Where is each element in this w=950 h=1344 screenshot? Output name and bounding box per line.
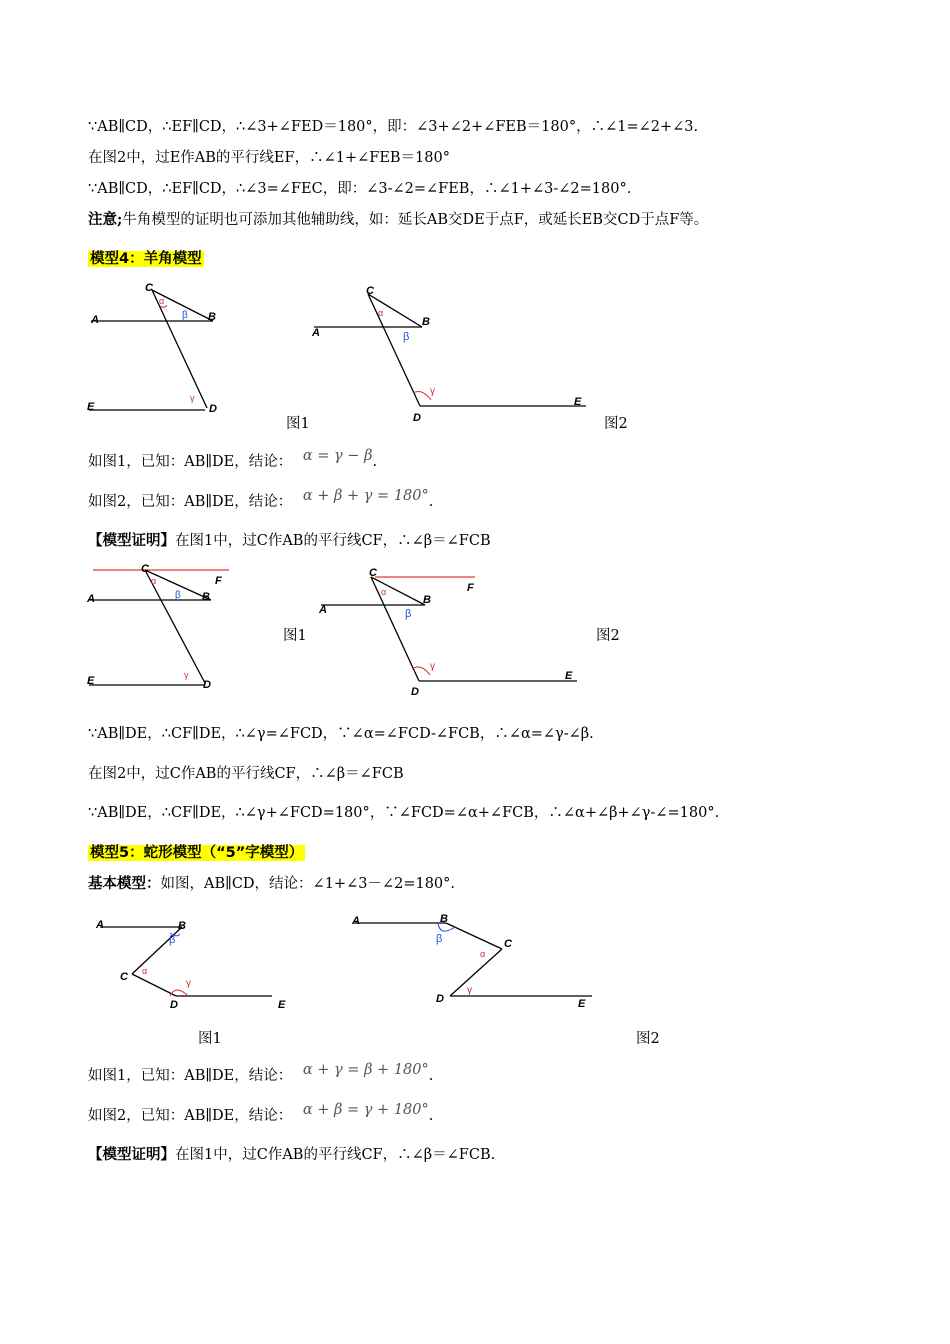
label-C: C bbox=[369, 567, 377, 579]
label-A: A bbox=[352, 915, 360, 927]
label-E: E bbox=[574, 396, 582, 408]
label-gamma: γ bbox=[190, 393, 195, 403]
label-B: B bbox=[422, 316, 430, 328]
model5-conclusion-1: 如图1，已知：AB∥DE，结论： α + γ = β + 180°. bbox=[88, 1062, 434, 1084]
caption-fig1: 图1 bbox=[198, 1031, 222, 1047]
text-line: ∵AB∥CD，∴EF∥CD，∴∠3=∠FEC，即：∠3-∠2=∠FEB，∴∠1+∠3-∠2=180°. bbox=[88, 181, 632, 197]
proof-label: 【模型证明】 bbox=[88, 1146, 175, 1163]
note-label: 注意; bbox=[88, 211, 123, 228]
label-beta: β bbox=[182, 310, 188, 321]
conclusion-text: 如图2，已知：AB∥DE，结论： bbox=[88, 1108, 293, 1124]
section-heading-model5 bbox=[88, 843, 305, 863]
label-beta: β bbox=[175, 590, 181, 601]
caption-fig2: 图2 bbox=[604, 416, 628, 432]
text-line: 在图2中，过C作AB的平行线CF，∴∠β＝∠FCB bbox=[88, 766, 404, 782]
model4-fig1 bbox=[85, 280, 235, 420]
conclusion-text: 如图1，已知：AB∥DE，结论： bbox=[88, 1068, 293, 1084]
label-C: C bbox=[141, 563, 149, 575]
label-A: A bbox=[312, 327, 320, 339]
label-D: D bbox=[203, 679, 211, 691]
formula: α + γ = β + 180° bbox=[302, 1062, 429, 1078]
caption-fig2: 图2 bbox=[636, 1031, 660, 1047]
model5-fig1 bbox=[92, 912, 292, 1012]
label-E: E bbox=[278, 999, 286, 1011]
label-F: F bbox=[215, 575, 222, 587]
label-D: D bbox=[411, 686, 419, 695]
proof-text: 在图1中，过C作AB的平行线CF，∴∠β＝∠FCB. bbox=[175, 1147, 496, 1163]
label-A: A bbox=[87, 593, 95, 605]
model4-proof-line bbox=[88, 531, 491, 551]
model5-conclusion-2: 如图2，已知：AB∥DE，结论： α + β = γ + 180°. bbox=[88, 1102, 434, 1124]
label-gamma: γ bbox=[467, 985, 472, 996]
model5-fig2 bbox=[350, 910, 600, 1010]
label-alpha: α bbox=[381, 587, 387, 597]
label-alpha: α bbox=[480, 949, 486, 959]
label-gamma: γ bbox=[430, 661, 435, 672]
label-C: C bbox=[366, 285, 374, 297]
label-F: F bbox=[467, 582, 474, 594]
label-D: D bbox=[436, 993, 444, 1005]
proof-text: 在图1中，过C作AB的平行线CF，∴∠β＝∠FCB bbox=[175, 533, 491, 549]
label-E: E bbox=[578, 998, 586, 1010]
label-beta: β bbox=[436, 933, 443, 945]
label-beta: β bbox=[169, 934, 176, 946]
label-A: A bbox=[96, 919, 104, 931]
label-E: E bbox=[87, 401, 95, 413]
basic-model-line bbox=[88, 874, 455, 894]
label-B: B bbox=[440, 913, 448, 925]
conclusion-text: 如图1，已知：AB∥DE，结论： bbox=[88, 454, 293, 470]
caption-fig2: 图2 bbox=[596, 628, 620, 644]
label-B: B bbox=[202, 591, 210, 603]
model5-proof-line bbox=[88, 1145, 495, 1165]
proof-label: 【模型证明】 bbox=[88, 532, 175, 549]
heading-model5: 模型5：蛇形模型（“5”字模型） bbox=[90, 845, 304, 861]
label-E: E bbox=[565, 670, 573, 682]
label-alpha: α bbox=[378, 308, 384, 318]
label-D: D bbox=[170, 999, 178, 1011]
section-heading-model4 bbox=[88, 249, 204, 269]
label-alpha: α bbox=[142, 966, 148, 976]
model4-proof-fig2 bbox=[315, 565, 590, 695]
basic-model-label: 基本模型： bbox=[88, 875, 161, 892]
label-gamma: γ bbox=[430, 386, 435, 397]
text-line: ∵AB∥DE，∴CF∥DE，∴∠γ+∠FCD=180°，∵∠FCD=∠α+∠FCB，∴∠α+∠β+∠γ-∠=180°. bbox=[88, 805, 720, 821]
formula: α = γ − β bbox=[302, 448, 373, 464]
label-C: C bbox=[504, 938, 512, 950]
model4-fig2 bbox=[310, 282, 600, 422]
label-A: A bbox=[319, 604, 327, 616]
label-beta: β bbox=[405, 608, 412, 620]
label-alpha: α bbox=[151, 576, 157, 586]
text-line: 在图2中，过E作AB的平行线EF，∴∠1+∠FEB＝180° bbox=[88, 150, 450, 166]
note-line bbox=[88, 210, 708, 230]
text-line: ∵AB∥CD，∴EF∥CD，∴∠3+∠FED＝180°，即：∠3+∠2+∠FEB＝180°，∴∠1=∠2+∠3. bbox=[88, 119, 699, 135]
label-C: C bbox=[120, 971, 128, 983]
label-D: D bbox=[413, 412, 421, 422]
basic-model-text: 如图，AB∥CD，结论：∠1+∠3－∠2=180°. bbox=[160, 876, 456, 892]
label-gamma: γ bbox=[186, 978, 191, 989]
label-C: C bbox=[145, 282, 153, 294]
label-B: B bbox=[208, 311, 216, 323]
label-beta: β bbox=[403, 331, 410, 343]
caption-fig1: 图1 bbox=[283, 628, 307, 644]
text-line: ∵AB∥DE，∴CF∥DE，∴∠γ=∠FCD，∵∠α=∠FCD-∠FCB，∴∠α=∠γ-∠β. bbox=[88, 726, 594, 742]
conclusion-text: 如图2，已知：AB∥DE，结论： bbox=[88, 494, 293, 510]
caption-fig1: 图1 bbox=[286, 416, 310, 432]
label-alpha: α bbox=[159, 296, 165, 306]
model4-proof-fig1 bbox=[85, 562, 245, 692]
heading-model4: 模型4：羊角模型 bbox=[90, 251, 202, 267]
label-B: B bbox=[423, 594, 431, 606]
label-gamma: γ bbox=[184, 670, 189, 680]
note-text: 牛角模型的证明也可添加其他辅助线，如：延长AB交DE于点F，或延长EB交CD于点F等。 bbox=[122, 212, 709, 228]
label-A: A bbox=[91, 314, 99, 326]
label-D: D bbox=[209, 403, 217, 415]
formula: α + β = γ + 180° bbox=[302, 1102, 429, 1118]
model4-conclusion-2: 如图2，已知：AB∥DE，结论： α + β + γ = 180°. bbox=[88, 488, 434, 510]
model4-conclusion-1: 如图1，已知：AB∥DE，结论： α = γ − β. bbox=[88, 448, 378, 470]
label-B: B bbox=[178, 920, 186, 932]
label-E: E bbox=[87, 675, 95, 687]
formula: α + β + γ = 180° bbox=[302, 488, 429, 504]
